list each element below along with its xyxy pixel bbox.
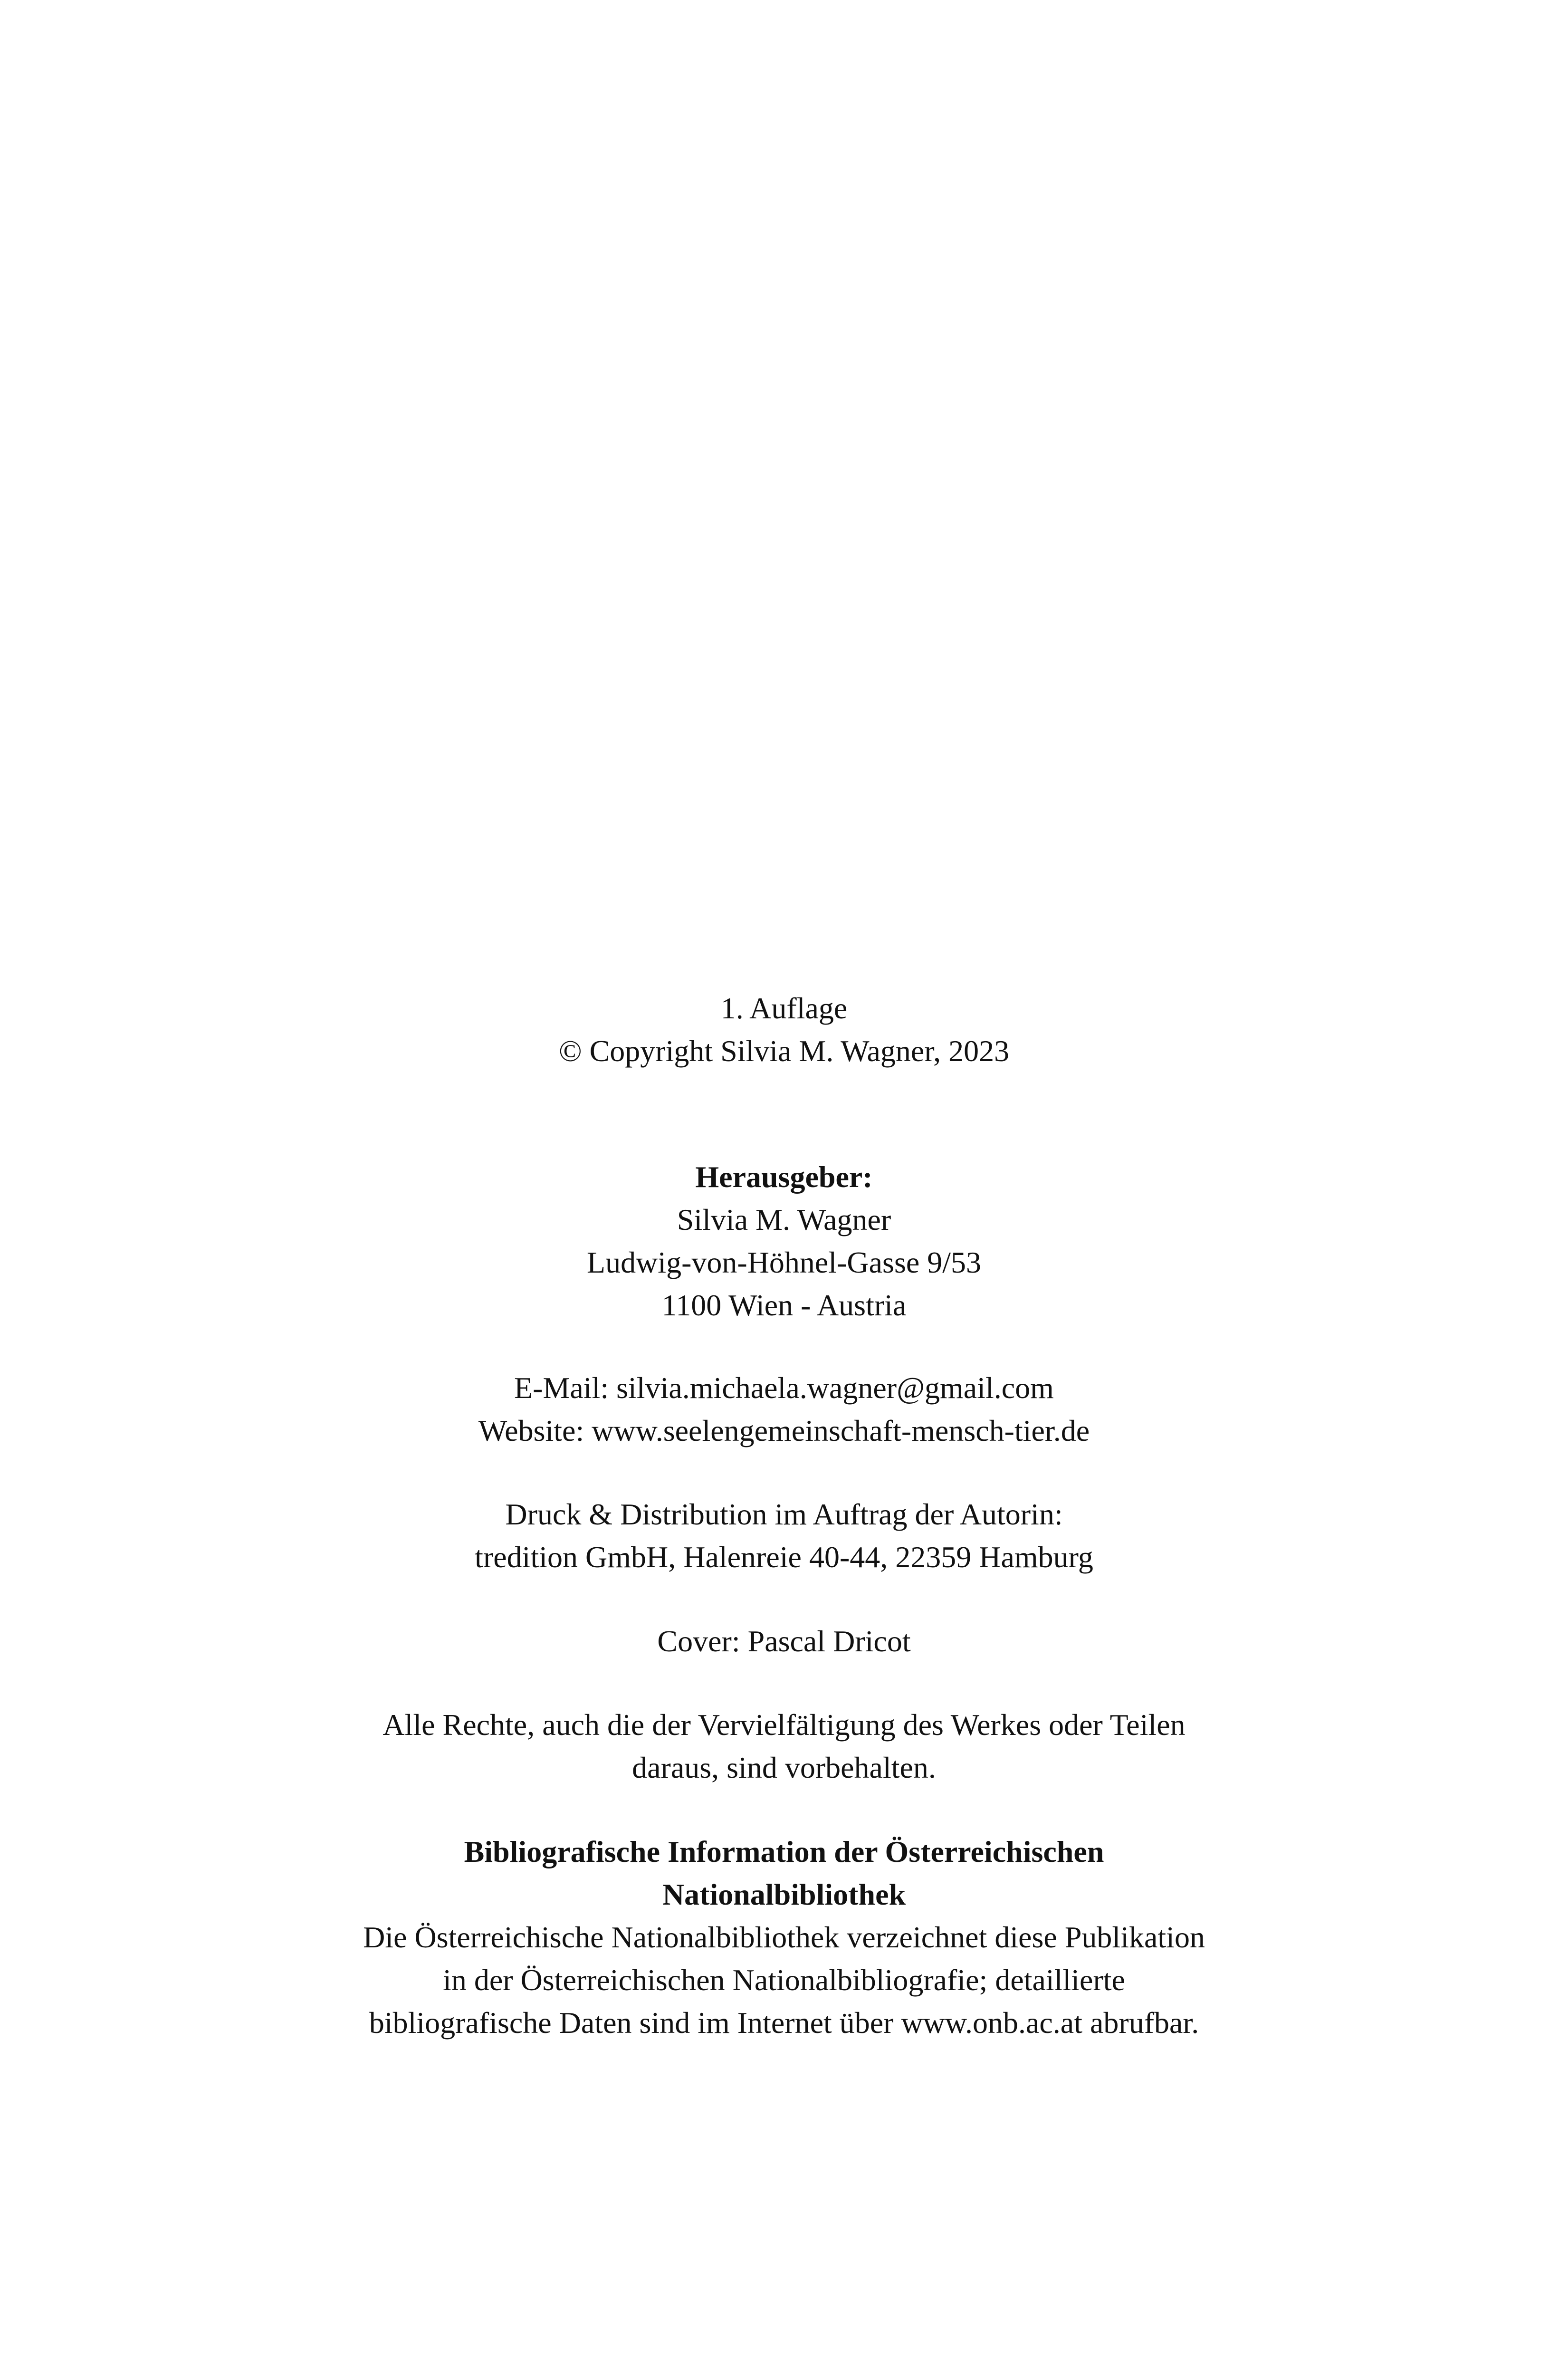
bibliographic-section xyxy=(0,1830,1568,2044)
publisher-street: Ludwig-von-Höhnel-Gasse 9/53 xyxy=(586,1245,982,1279)
printing-line-2: tredition GmbH, Halenreie 40-44, 22359 Hamburg xyxy=(475,1540,1093,1574)
edition-line: 1. Auflage xyxy=(720,991,848,1025)
copyright-line: © Copyright Silvia M. Wagner, 2023 xyxy=(558,1034,1010,1068)
contact-section xyxy=(0,1367,1568,1452)
publisher-heading: Herausgeber: xyxy=(695,1160,873,1194)
cover-credit-line: Cover: Pascal Dricot xyxy=(657,1624,911,1658)
cover-section xyxy=(0,1620,1568,1663)
publisher-section xyxy=(0,1156,1568,1327)
bibliographic-text-line-1: Die Österreichische Nationalbibliothek verzeichnet diese Publikation xyxy=(363,1920,1205,1954)
bibliographic-heading-line-2: Nationalbibliothek xyxy=(662,1878,906,1911)
rights-line-1: Alle Rechte, auch die der Vervielfältigung des Werkes oder Teilen xyxy=(382,1708,1186,1742)
website-line: Website: www.seelengemeinschaft-mensch-tier.de xyxy=(478,1414,1090,1447)
bibliographic-text-line-2: in der Österreichischen Nationalbibliografie; detaillierte xyxy=(443,1963,1125,1997)
rights-line-2: daraus, sind vorbehalten. xyxy=(632,1751,936,1784)
edition-section xyxy=(0,987,1568,1073)
publisher-name: Silvia M. Wagner xyxy=(677,1203,891,1236)
email-line: E-Mail: silvia.michaela.wagner@gmail.com xyxy=(514,1371,1054,1405)
printing-line-1: Druck & Distribution im Auftrag der Autorin: xyxy=(505,1497,1063,1531)
rights-section xyxy=(0,1704,1568,1789)
printing-section xyxy=(0,1493,1568,1579)
bibliographic-heading-line-1: Bibliografische Information der Österreichischen xyxy=(464,1835,1104,1868)
bibliographic-text-line-3: bibliografische Daten sind im Internet über www.onb.ac.at abrufbar. xyxy=(369,2006,1199,2040)
publisher-city: 1100 Wien - Austria xyxy=(661,1288,907,1322)
